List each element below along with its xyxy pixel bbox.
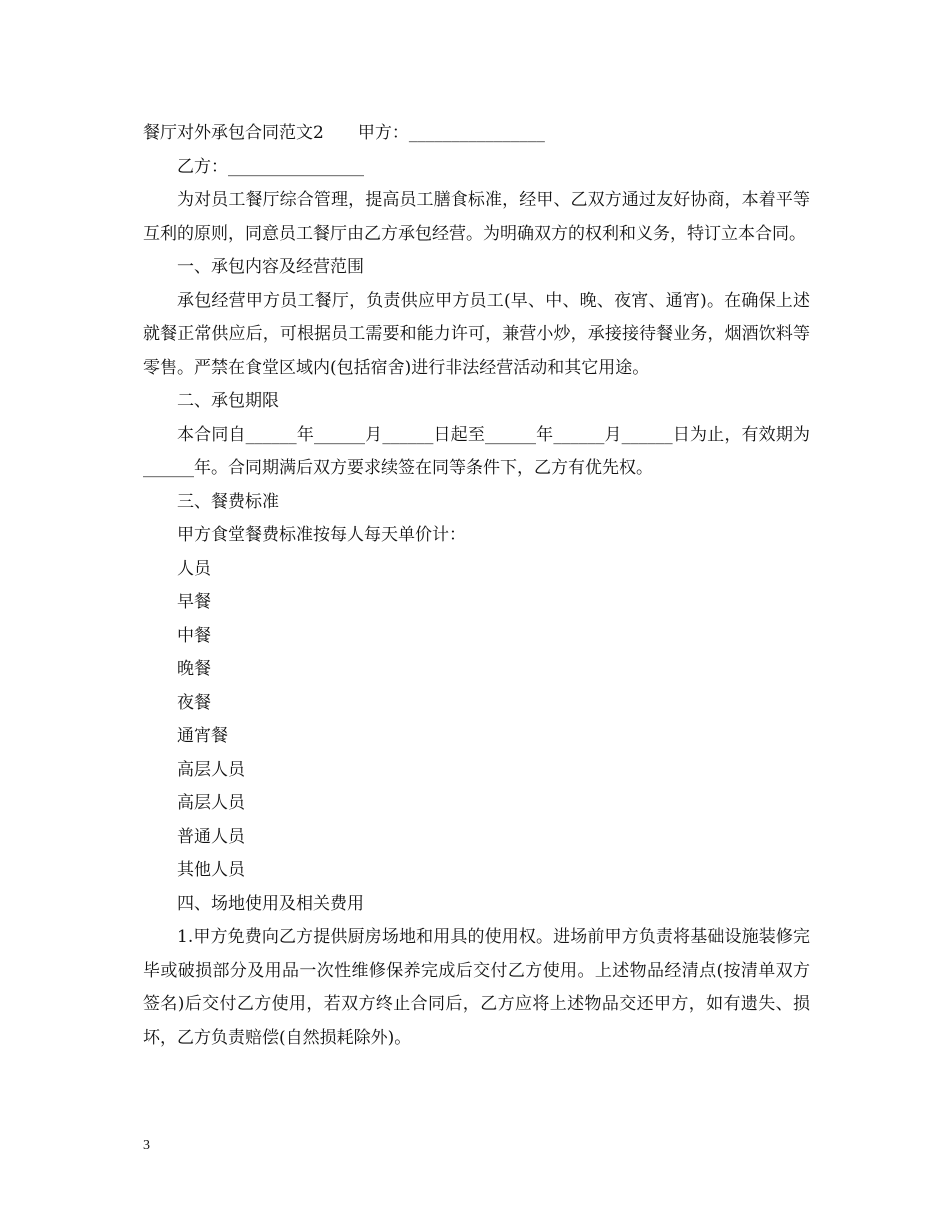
document-body: [143, 117, 810, 1055]
list-item: 高层人员: [177, 759, 245, 780]
section-2-body: 本合同自______年______月______日起至______年______月______日为止，有效期为______年。合同期满后双方要求续签在同等条件下，乙方有优先权。: [143, 424, 810, 478]
section-1-heading: 一、承包内容及经营范围: [177, 257, 364, 277]
intro-paragraph: 为对员工餐厅综合管理，提高员工膳食标准，经甲、乙双方通过友好协商，本着平等互利的原则，同意员工餐厅由乙方承包经营。为明确双方的权利和义务，特订立本合同。: [143, 190, 810, 244]
list-item: 高层人员: [177, 793, 245, 813]
section-4-heading: 四、场地使用及相关费用: [177, 893, 364, 914]
document-title: 餐厅对外承包合同范文2: [143, 123, 324, 143]
list-item: 其他人员: [177, 860, 245, 880]
list-item: 早餐: [177, 592, 211, 612]
list-item: 晚餐: [177, 659, 211, 679]
section-2-heading: 二、承包期限: [177, 391, 279, 411]
list-item: 普通人员: [177, 826, 245, 847]
section-3-heading: 三、餐费标准: [177, 491, 279, 512]
title-line: [143, 117, 810, 151]
section-1-body: 承包经营甲方员工餐厅，负责供应甲方员工(早、中、晚、夜宵、通宵)。在确保上述就餐正常供应后，可根据员工需要和能力许可，兼营小炒，承接接待餐业务，烟酒饮料等零售。严禁在食堂区域内(包括宿舍)进行非法经营活动和其它用途。: [143, 290, 810, 378]
party-a-field: 甲方：________________: [357, 123, 545, 143]
party-b-field: 乙方：________________: [177, 156, 364, 177]
section-3-body: 甲方食堂餐费标准按每人每天单价计：: [177, 525, 466, 545]
list-item: 通宵餐: [177, 726, 228, 746]
list-item: 中餐: [177, 625, 211, 646]
list-item: 夜餐: [177, 692, 211, 713]
list-item: 人员: [177, 558, 211, 579]
section-4-body: 1.甲方免费向乙方提供厨房场地和用具的使用权。进场前甲方负责将基础设施装修完毕或破损部分及用品一次性维修保养完成后交付乙方使用。上述物品经清点(按清单双方签名)后交付乙方使用，若双方终止合同后，乙方应将上述物品交还甲方，如有遗失、损坏，乙方负责赔偿(自然损耗除外)。: [143, 927, 810, 1048]
page-number: 3: [143, 1138, 150, 1153]
